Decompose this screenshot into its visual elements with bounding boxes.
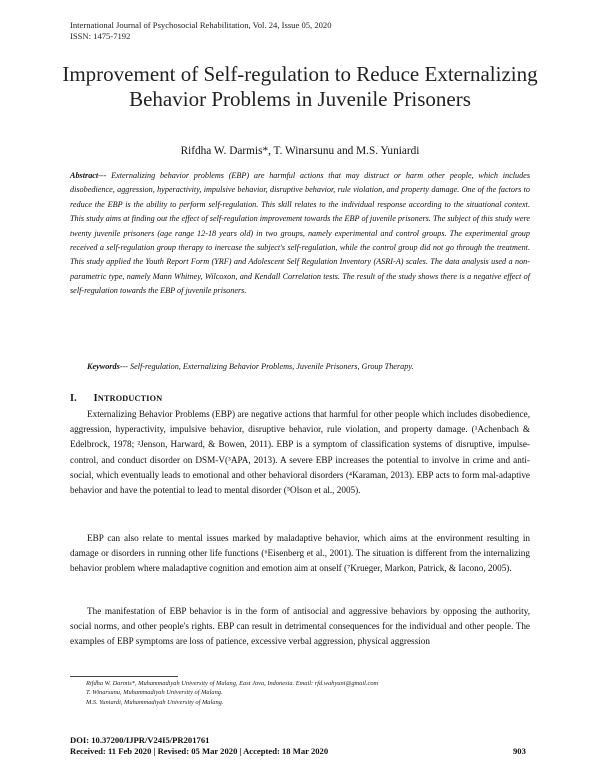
abstract-text: Externalizing behavior problems (EBP) are harmful actions that may distruct or harm other people, which includes disobedience, aggression, hyperactivity, impulsive behavior, disruptive behavior, rule violation, and property damage. One of the factors to reduce the EBP is the ability to perform self-regulation. This skill relates to the individual response according to the situational context. This study aims at finding out the effect of self-regulation improvement towards the EBP of juvenile prisoners. The subject of this study were twenty juvenile prisoners (age range 12-18 years old) in two groups, namely experimental and control groups. The experimental group received a self-regulation group therapy to inercase the subject's self-regulation, while the control group did not go through the treatment. This study applied the Youth Report Form (YRF) and Adolescent Self Regulation Inventory (ASRI-A) scales. The data analysis used a non-parametric type, namely Mann Whitney, Wilcoxon, and Kendall Correlation tests. The result of the study shows there is a negative effect of self-regulation towards the EBP of juvenile prisoners.	[70, 171, 531, 296]
paragraph-text: The manifestation of EBP behavior is in the form of antisocial and aggressive behaviors by opposing the authority, social norms, and other people's rights. EBP can result in detrimental consequences for the individual and other people. The examples of EBP symptoms are loss of patience, excessive verbal aggression, physical aggression	[70, 606, 530, 647]
body-paragraph-1	[70, 407, 530, 498]
keywords-label: Keywords---	[87, 362, 128, 371]
paper-authors: Rifdha W. Darmis*, T. Winarsunu and M.S. Yuniardi	[180, 145, 420, 157]
keywords	[87, 362, 537, 371]
paragraph-text: Externalizing Behavior Problems (EBP) are negative actions that harmful for other people which includes disobedience, aggression, hyperactivity, impulsive behavior, disruptive behavior, rule violation, and property damage. (¹Achenbach & Edelbrock, 1978; ²Jenson, Harward, & Bowen, 2011). EBP is a symptom of classification systems of disruptive, impulse-control, and conduct disorder on DSM-V(³APA, 2013). A severe EBP increases the potential to involve in crime and anti-social, which eventually leads to emotional and other behavioral disorders (⁴Karaman, 2013). EBP acts to form mal-adaptive behavior and have the potential to lead to mental disorder (⁵Olson et al., 2005).	[70, 409, 530, 496]
footnote: T. Winarsunu, Muhammadiyah University of Malang.	[86, 689, 223, 697]
section-title-rest: NTRODUCTION	[97, 394, 163, 403]
abstract-label: Abstract---	[70, 171, 107, 180]
footnotes	[86, 679, 378, 707]
body-paragraph-3	[70, 604, 530, 650]
paragraph-text: EBP can also relate to mental issues marked by maladaptive behavior, which aims at the environment resulting in damage or disorders in running other life functions (⁶Eisenberg et al., 2001). The situation is different from the internalizing behavior problem where maladaptive cognition and emotion aim at onself (⁷Krueger, Markon, Patrick, & Iacono, 2005).	[70, 533, 530, 574]
footnote: M.S. Yuniardi, Muhammadiyah University of Malang.	[86, 698, 224, 706]
section-number: I.	[70, 393, 77, 404]
journal-header	[70, 20, 332, 42]
page-number: 903	[513, 746, 526, 756]
abstract	[70, 169, 530, 299]
body-paragraph-2	[70, 531, 530, 577]
doi: DOI: 10.37200/IJPR/V24I5/PR201761	[70, 735, 210, 745]
paper-title: Improvement of Self-regulation to Reduce Externalizing Behavior Problems in Juvenile Prisoners	[62, 62, 538, 111]
footnote: Rifdha W. Darmis*, Muhammadiyah University of Malang, East Java, Indonesia. Email: rfd.wahyuni@gmail.com	[86, 680, 379, 687]
journal-line: International Journal of Psychosocial Rehabilitation, Vol. 24, Issue 05, 2020	[70, 20, 332, 30]
section-initial: I	[93, 393, 98, 404]
section-heading	[70, 393, 162, 404]
issn: ISSN: 1475-7192	[70, 31, 131, 41]
submission-dates: Received: 11 Feb 2020 | Revised: 05 Mar 2020 | Accepted: 18 Mar 2020	[70, 746, 329, 756]
keywords-text: Self-regulation, Externalizing Behavior Problems, Juvenile Prisoners, Group Therapy.	[129, 362, 414, 371]
footnote-divider	[70, 676, 178, 677]
